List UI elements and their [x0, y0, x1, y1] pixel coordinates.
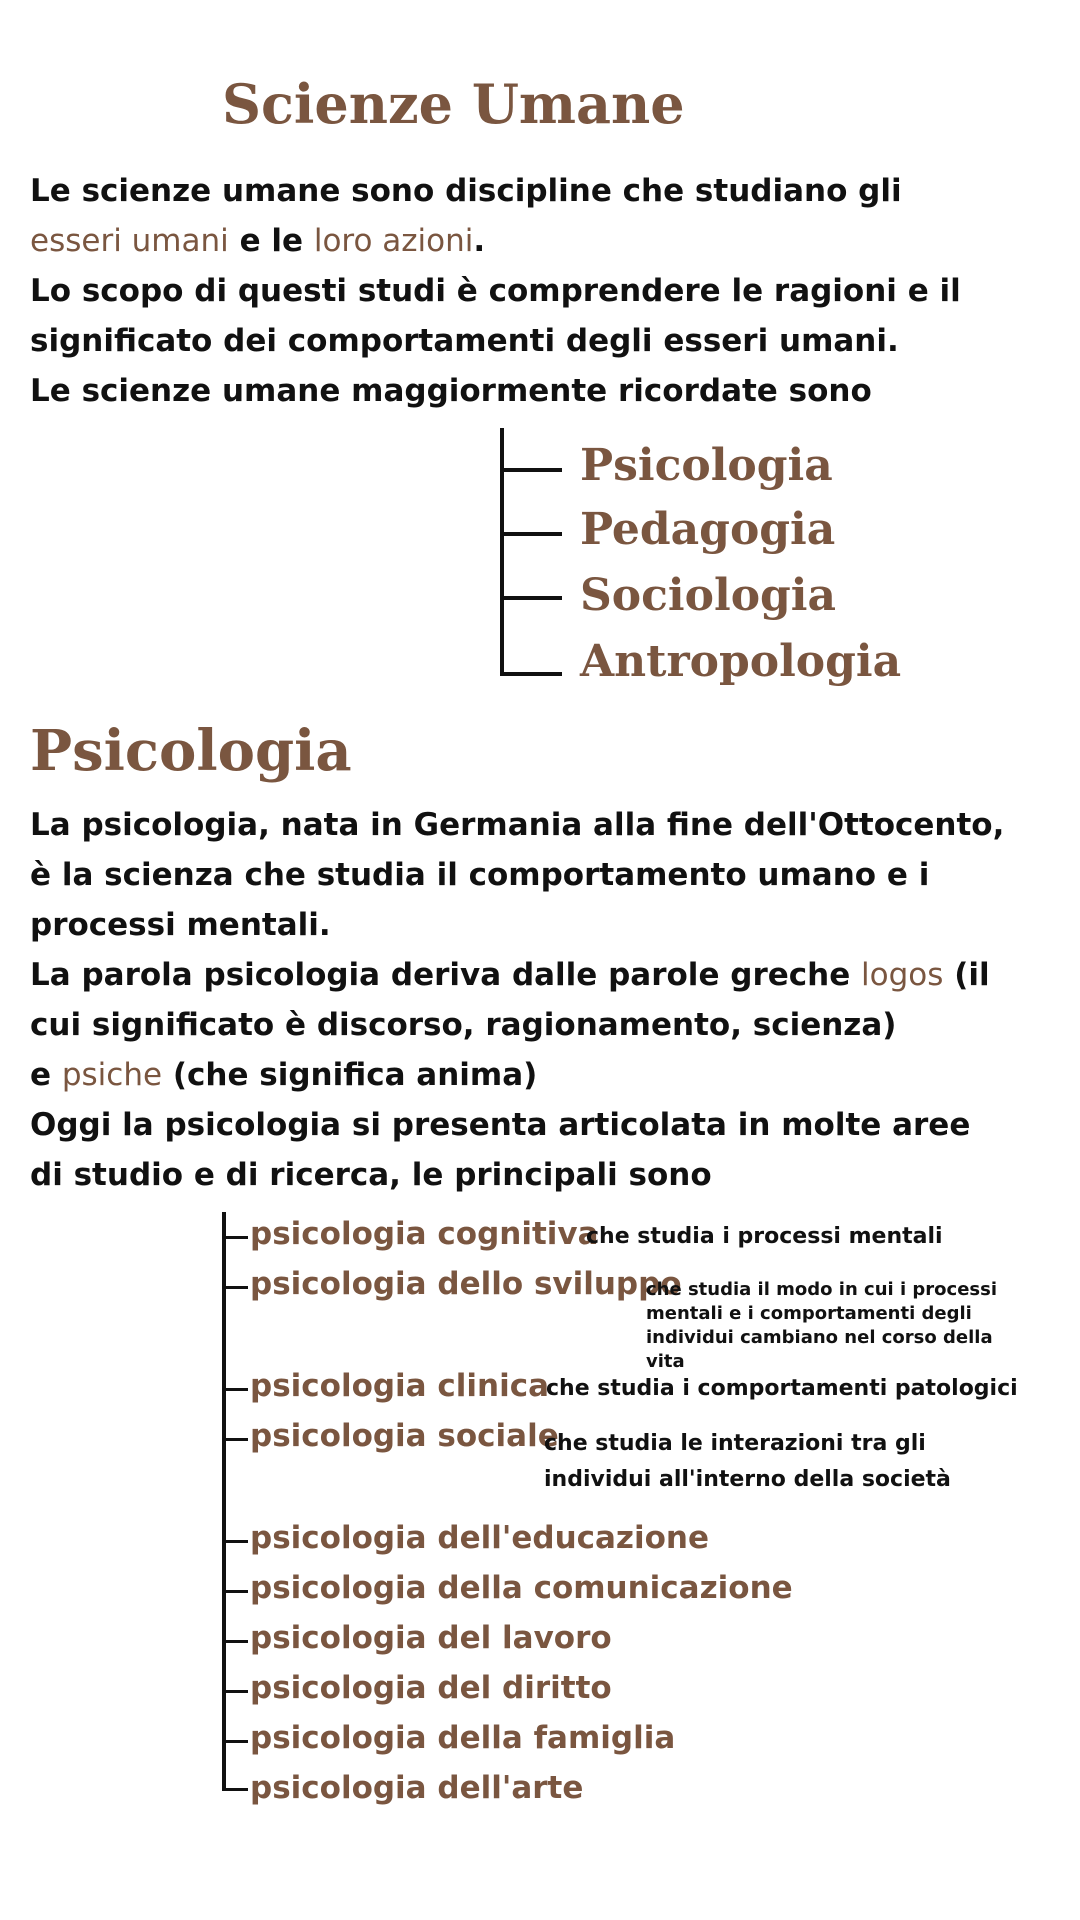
highlight-loro-azioni: loro azioni	[313, 223, 474, 259]
psico-line-4-b: (il	[954, 957, 990, 993]
psico-line-3: processi mentali.	[30, 907, 331, 943]
tree-branch	[222, 1640, 248, 1643]
tree-branch	[500, 672, 562, 676]
tree-branch	[500, 596, 562, 600]
highlight-esseri-umani: esseri umani	[30, 223, 229, 259]
intro-line-1: Le scienze umane sono discipline che studiano gli	[30, 173, 902, 209]
science-item: Pedagogia	[580, 504, 836, 555]
intro-line-3: Lo scopo di questi studi è comprendere le ragioni e il	[30, 273, 961, 309]
tree-branch	[222, 1788, 248, 1791]
intro-line-2-mid: e le	[239, 223, 304, 259]
intro-line-5: Le scienze umane maggiormente ricordate sono	[30, 373, 872, 409]
branch-label: psicologia della famiglia	[250, 1720, 676, 1756]
page-title: Scienze Umane	[222, 72, 685, 136]
branch-desc: che studia le interazioni tra gli individui all'interno della società	[544, 1431, 951, 1492]
branch-label: psicologia della comunicazione	[250, 1570, 793, 1606]
branch-label: psicologia sociale	[250, 1418, 559, 1454]
branch-label: psicologia dell'arte	[250, 1770, 584, 1806]
psico-line-2: è la scienza che studia il comportamento umano e i	[30, 857, 930, 893]
branch-label: psicologia dell'educazione	[250, 1520, 709, 1556]
science-item: Sociologia	[580, 570, 837, 621]
psico-line-8: di studio e di ricerca, le principali sono	[30, 1157, 712, 1193]
science-item: Antropologia	[580, 636, 902, 687]
psico-line-6	[30, 1050, 537, 1100]
branch-desc: che studia i processi mentali	[586, 1224, 943, 1249]
psico-line-1: La psicologia, nata in Germania alla fine dell'Ottocento,	[30, 807, 1005, 843]
psico-line-5: cui significato è discorso, ragionamento, scienza)	[30, 1007, 897, 1043]
psico-line-4-a: La parola psicologia deriva dalle parole greche	[30, 957, 851, 993]
highlight-psiche: psiche	[61, 1057, 163, 1093]
tree-branch	[222, 1438, 248, 1441]
tree-branch	[500, 468, 562, 472]
branch-desc: che studia il modo in cui i processi mentali e i comportamenti degli individui cambiano nel corso della vita	[646, 1279, 998, 1372]
branch-desc: che studia i comportamenti patologici	[546, 1376, 1018, 1401]
branch-label: psicologia del diritto	[250, 1670, 612, 1706]
branch-label: psicologia cognitiva	[250, 1216, 599, 1252]
science-item: Psicologia	[580, 440, 833, 491]
branch-label: psicologia del lavoro	[250, 1620, 612, 1656]
intro-line-2	[30, 216, 485, 266]
psico-line-7: Oggi la psicologia si presenta articolata in molte aree	[30, 1107, 971, 1143]
tree-branch	[222, 1286, 248, 1289]
tree-branch	[222, 1540, 248, 1543]
tree-branch	[222, 1388, 248, 1391]
tree-branch	[222, 1690, 248, 1693]
section-heading: Psicologia	[30, 718, 352, 784]
psico-line-6-b: (che significa anima)	[172, 1057, 538, 1093]
tree-branch	[500, 532, 562, 536]
psico-line-4	[30, 950, 990, 1000]
tree-branch	[222, 1236, 248, 1239]
tree-trunk	[500, 428, 504, 676]
branch-label: psicologia dello sviluppo	[250, 1266, 682, 1302]
tree-branch	[222, 1590, 248, 1593]
intro-line-4: significato dei comportamenti degli esseri umani.	[30, 323, 899, 359]
branch-label: psicologia clinica	[250, 1368, 550, 1404]
tree-branch	[222, 1740, 248, 1743]
psico-line-6-a: e	[30, 1057, 52, 1093]
tree-trunk	[222, 1212, 226, 1790]
highlight-logos: logos	[861, 957, 944, 993]
intro-line-2-end: .	[473, 223, 486, 259]
